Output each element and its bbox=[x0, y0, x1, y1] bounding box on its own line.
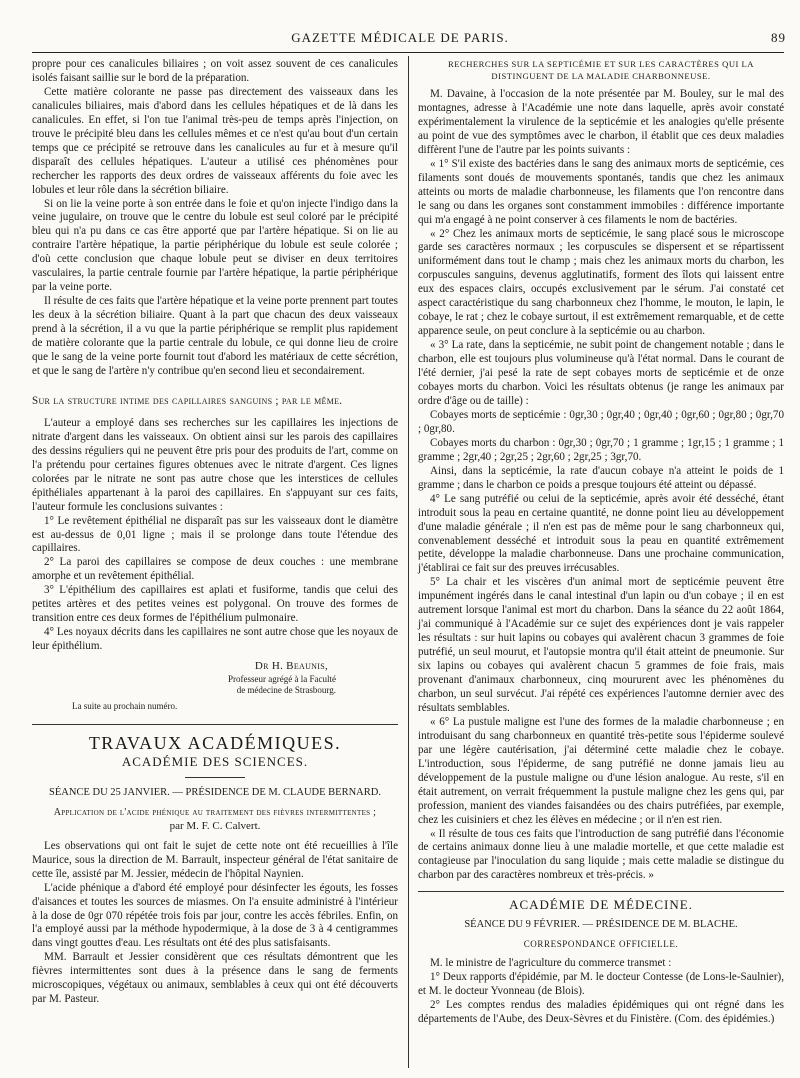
paragraph: L'acide phénique a d'abord été employé pour désinfecter les égouts, les fosses d'aisances et toutes les sources de miasmes. On l'a ensuite administré à l'intérieur à la dose de 0gr 070 répétée trois fois par jour, contre les accès fébriles. Enfin, on l'a employé aussi par la méthode hypodermique, à la dose de 3 à 4 centigrammes dans vingt gouttes d'eau. Les résultats ont été des plus satisfaisants. bbox=[32, 881, 398, 950]
paragraph: Si on lie la veine porte à son entrée dans le foie et qu'on injecte l'indigo dans la veine jugulaire, on trouve que le centre du lobule est seul coloré par le précipité bleu qui n'a pu dans ce cas être apporté que par l'artère hépatique. Si on lie au contraire l'artère hépatique, la partie périphérique du lobule est seule colorée ; d'où cette conclusion que chaque lobule peut se diviser en deux territoires vasculaires, la partie centrale fournie par l'artère hépatique, la partie périphérique par la veine porte. bbox=[32, 197, 398, 294]
paragraph: « 3° La rate, dans la septicémie, ne subit point de changement notable ; dans le charbon, elle est toujours plus volumineuse qu'à l'état normal. Dans le courant de l'été dernier, j'ai pesé la rate de sept cobayes morts de septicémie et de onze cobayes morts du charbon. Voici les résultats obtenus (je range les animaux par ordre d'âge ou de taille) : bbox=[418, 339, 784, 407]
short-rule bbox=[185, 777, 245, 778]
column-divider bbox=[408, 56, 409, 1068]
paragraph: 3° L'épithélium des capillaires est aplati et fusiforme, tandis que celui des petites artères et des petites veines est polygonal. On trouve des formes de transition entre ces deux formes de l'épithélium pulmonaire. bbox=[32, 584, 398, 625]
journal-title: GAZETTE MÉDICALE DE PARIS. bbox=[291, 30, 509, 45]
section-heading: Sur la structure intime des capillaires sanguins ; par le même. bbox=[32, 394, 343, 407]
paragraph: M. le ministre de l'agriculture du commerce transmet : bbox=[430, 957, 672, 970]
left-column bbox=[32, 58, 398, 1007]
section-separator bbox=[418, 891, 784, 892]
paragraph: 1° Le revêtement épithélial ne disparaît pas sur les vaisseaux dont le diamètre est au-dessus de 0,01 ligne ; mais il se prolonge dans toute l'étendue des capillaires. bbox=[32, 514, 398, 555]
paragraph: 4° Les noyaux décrits dans les capillaires ne sont autre chose que les noyaux de leur épithélium. bbox=[32, 626, 398, 653]
paragraph: Cobayes morts du charbon : 0gr,30 ; 0gr,70 ; 1 gramme ; 1gr,15 ; 1 gramme ; 1 gramme ; 2gr,40 ; 2gr,25 ; 2gr,60 ; 2gr,25 ; 3gr,70. bbox=[418, 436, 784, 463]
paragraph: MM. Barrault et Jessier considèrent que ces résultats démontrent que les fièvres intermittentes sont dues à la présence dans le sang de ferments microscopiques, végétaux ou animaux, semblables à ceux qui ont été découverts par M. Pasteur. bbox=[32, 951, 398, 1006]
paragraph: « 1° S'il existe des bactéries dans le sang des animaux morts de septicémie, ces filaments sont doués de mouvements spontanés, tandis que chez les animaux atteints ou morts de maladie charbonneuse, les filaments que l'on rencontre dans le sang ou dans les organes sont constamment immobiles : différence importante qui m'a engagé à ne point conserver à ces filaments le nom de bactéries. bbox=[418, 157, 784, 226]
paragraph: M. Davaine, à l'occasion de la note présentée par M. Bouley, sur le mal des montagnes, adresse à l'Académie une note dans laquelle, après avoir constaté expérimentalement la virulence de la septicémie et les analogies qu'elle présente au point de vue des symptômes avec le charbon, il établit que ces deux maladies diffèrent l'une de l'autre par les points suivants : bbox=[418, 88, 784, 156]
page-number: 89 bbox=[771, 30, 786, 45]
article-author: par M. F. C. Calvert. bbox=[169, 819, 261, 832]
author-affiliation: de médecine de Strasbourg. bbox=[236, 685, 336, 696]
article-title: Application de l'acide phénique au traitement des fièvres intermittentes ; bbox=[53, 806, 377, 818]
paragraph: propre pour ces canalicules biliaires ; on voit assez souvent de ces canalicules isolés faisant saillie sur le bord de la préparation. bbox=[32, 58, 398, 84]
paragraph: 5° La chair et les viscères d'un animal mort de septicémie peuvent être impunément ingérés dans le canal intestinal d'un lapin ou d'un cobaye ; il en est autrement lorsque l'animal est mort du charbon. Dans la séance du 22 août 1864, j'ai communiqué à l'Académie sur ce sujet des expériences dont je vais rappeler les résultats : sur huit lapins ou cobayes qui avalèrent chacun 3 grammes de foie putréfié, un seul mourut, et l'autopsie montra qu'il était atteint de pneumonie. Sur six lapins ou cobayes qui avalèrent chacun 5 grammes de foie frais, mais provenant d'animaux charbonneux, cinq moururent avec les phénomènes du charbon, un seul survécut. J'ai répété ces expériences l'automne dernier avec des résultats semblables. bbox=[418, 576, 784, 714]
session-line: SÉANCE DU 9 FÉVRIER. — PRÉSIDENCE DE M. BLACHE. bbox=[464, 919, 738, 931]
paragraph: Cobayes morts de septicémie : 0gr,30 ; 0gr,40 ; 0gr,40 ; 0gr,60 ; 0gr,80 ; 0gr,70 ; 0gr,80. bbox=[418, 408, 784, 435]
paragraph: « Il résulte de tous ces faits que l'introduction de sang putréfié dans l'économie de certains animaux donne lieu à une maladie mortelle, et que cette maladie est contagieuse par l'inoculation du sang liquide ; mais cette maladie se distingue du charbon par des caractères nombreux et très-précis. » bbox=[418, 827, 784, 882]
author-title: Professeur agrégé à la Faculté bbox=[228, 674, 336, 685]
paragraph: « 6° La pustule maligne est l'une des formes de la maladie charbonneuse ; en introduisant du sang charbonneux en quantité très-petite sous l'épiderme soulevé par une légère cautérisation, j'ai déterminé cette maladie chez le cobaye. L'introduction, sous l'épiderme, de sang putréfié ne donne jamais lieu au développement de la pustule maligne ou d'une lésion analogue. Au reste, s'il en était autrement, on verrait fréquemment la pustule maligne chez les gens qui, par profession, manient des viandes faisandées ou des chairs putréfiées, par exemple, chez les cuisiniers et chez les élèves en médecine ; or il n'en est rien. bbox=[418, 715, 784, 826]
section-title: TRAVAUX ACADÉMIQUES. bbox=[88, 732, 342, 753]
paragraph: « 2° Chez les animaux morts de septicémie, le sang placé sous le microscope garde ses caractères normaux ; les corpuscules se dispersent et se répartissent uniformément dans tout le champ ; mais chez les animaux morts du charbon, les corpuscules sanguins, devenus agglutinatifs, forment des îlots qui laissent entre eux des espaces clairs, occupés exclusivement par le sérum. J'ai constaté cet aspect caractéristique du sang charbonneux chez l'homme, le mouton, le lapin, le cobaye, le rat ; chez le cobaye surtout, il est extrêmement remarquable, et de cette apparence seule, on peut conclure à la septicémie ou au charbon. bbox=[418, 227, 784, 338]
paragraph: L'auteur a employé dans ses recherches sur les capillaires les injections de nitrate d'argent dans les vaisseaux. On obtient ainsi sur les parois des capillaires des dessins réguliers qui ne peuvent être pris pour des produits de l'art, comme on l'a prétendu pour certaines figures obtenues avec le nitrate d'argent. Ces lignes colorées par le nitrate ne sont pas autre chose que les interstices de cellules épithéliales appartenant à la paroi des capillaires. En s'appuyant sur ces faits, l'auteur formule les conclusions suivantes : bbox=[32, 416, 398, 513]
academy-title: ACADÉMIE DES SCIENCES. bbox=[121, 753, 309, 769]
paragraph: 1° Deux rapports d'épidémie, par M. le docteur Contesse (de Lons-le-Saulnier), et M. le docteur Yvonneau (de Blois). bbox=[418, 971, 784, 998]
continued-note: La suite au prochain numéro. bbox=[72, 701, 178, 712]
author-signature: Dr H. Beaunis, bbox=[254, 660, 328, 673]
paragraph: Ainsi, dans la septicémie, la rate d'aucun cobaye n'a atteint le poids de 1 gramme ; dans le charbon ce poids a presque toujours été atteint ou dépassé. bbox=[418, 464, 784, 491]
paragraph: Les observations qui ont fait le sujet de cette note ont été recueillies à l'île Maurice, sous la direction de M. Barrault, inspecteur général de l'état sanitaire de cette île, assisté par M. Jessier, médecin de l'hôpital Naynien. bbox=[32, 839, 398, 880]
paragraph: 2° La paroi des capillaires se compose de deux couches : une membrane amorphe et un revêtement épithélial. bbox=[32, 556, 398, 583]
section-separator bbox=[32, 724, 398, 725]
paragraph: Cette matière colorante ne passe pas directement des vaisseaux dans les canalicules biliaires, mais d'abord dans les cellules hépatiques et de là dans les canalicules. En effet, si l'on tue l'animal très-peu de temps après l'injection, on trouve le précipité bleu dans les cellules mêmes et ce n'est qu'au bout d'un certain temps que ce précipité se retrouve dans les canalicules au fur et à mesure qu'il disparaît des cellules hépatiques. L'auteur a utilisé ces phénomènes pour rechercher les rapports des deux ordres de vaisseaux afférents du foie avec les lobules et leur rôle dans la sécrétion biliaire. bbox=[32, 85, 398, 196]
right-column bbox=[418, 58, 784, 1027]
paragraph: 2° Les comptes rendus des maladies épidémiques qui ont régné dans les départements de l'Aube, des Deux-Sèvres et du Finistère. (Com. des épidémies.) bbox=[418, 999, 784, 1025]
header-rule bbox=[32, 52, 784, 53]
page-header bbox=[0, 28, 800, 48]
paragraph: 4° Le sang putréfié ou celui de la septicémie, après avoir été desséché, étant introduit sous la peau en certaine quantité, ne donne point lieu au développement d'une maladie générale ; il n'en est pas de même pour le sang charbonneux qui, convenablement desséché et introduit sous la peau en quantité extrêmement petite, développe la maladie charbonneuse. Dans une prochaine communication, j'établirai ce fait sur des preuves irrécusables. bbox=[418, 492, 784, 575]
correspondence-heading: CORRESPONDANCE OFFICIELLE. bbox=[523, 939, 679, 950]
article-heading: RECHERCHES SUR LA SEPTICÉMIE ET SUR LES CARACTÈRES QUI LA DISTINGUENT DE LA MALADIE CHARBONNEUSE. bbox=[448, 59, 754, 81]
academy-title: ACADÉMIE DE MÉDECINE. bbox=[509, 897, 693, 913]
signature-block bbox=[32, 660, 398, 696]
session-line: SÉANCE DU 25 JANVIER. — PRÉSIDENCE DE M. CLAUDE BERNARD. bbox=[49, 786, 381, 798]
paragraph: Il résulte de ces faits que l'artère hépatique et la veine porte prennent part toutes les deux à la sécrétion biliaire. Quant à la part que chacun des deux vaisseaux prend à la sécrétion, il a vu que la partie périphérique se remplit plus rapidement de matière colorante que la partie centrale du lobule, ce qui donne lieu de croire que le sang de la veine porte fournit tout d'abord les matériaux de cette sécrétion, et que le sang de l'artère n'y contribue qu'en second lieu et secondairement. bbox=[32, 295, 398, 377]
